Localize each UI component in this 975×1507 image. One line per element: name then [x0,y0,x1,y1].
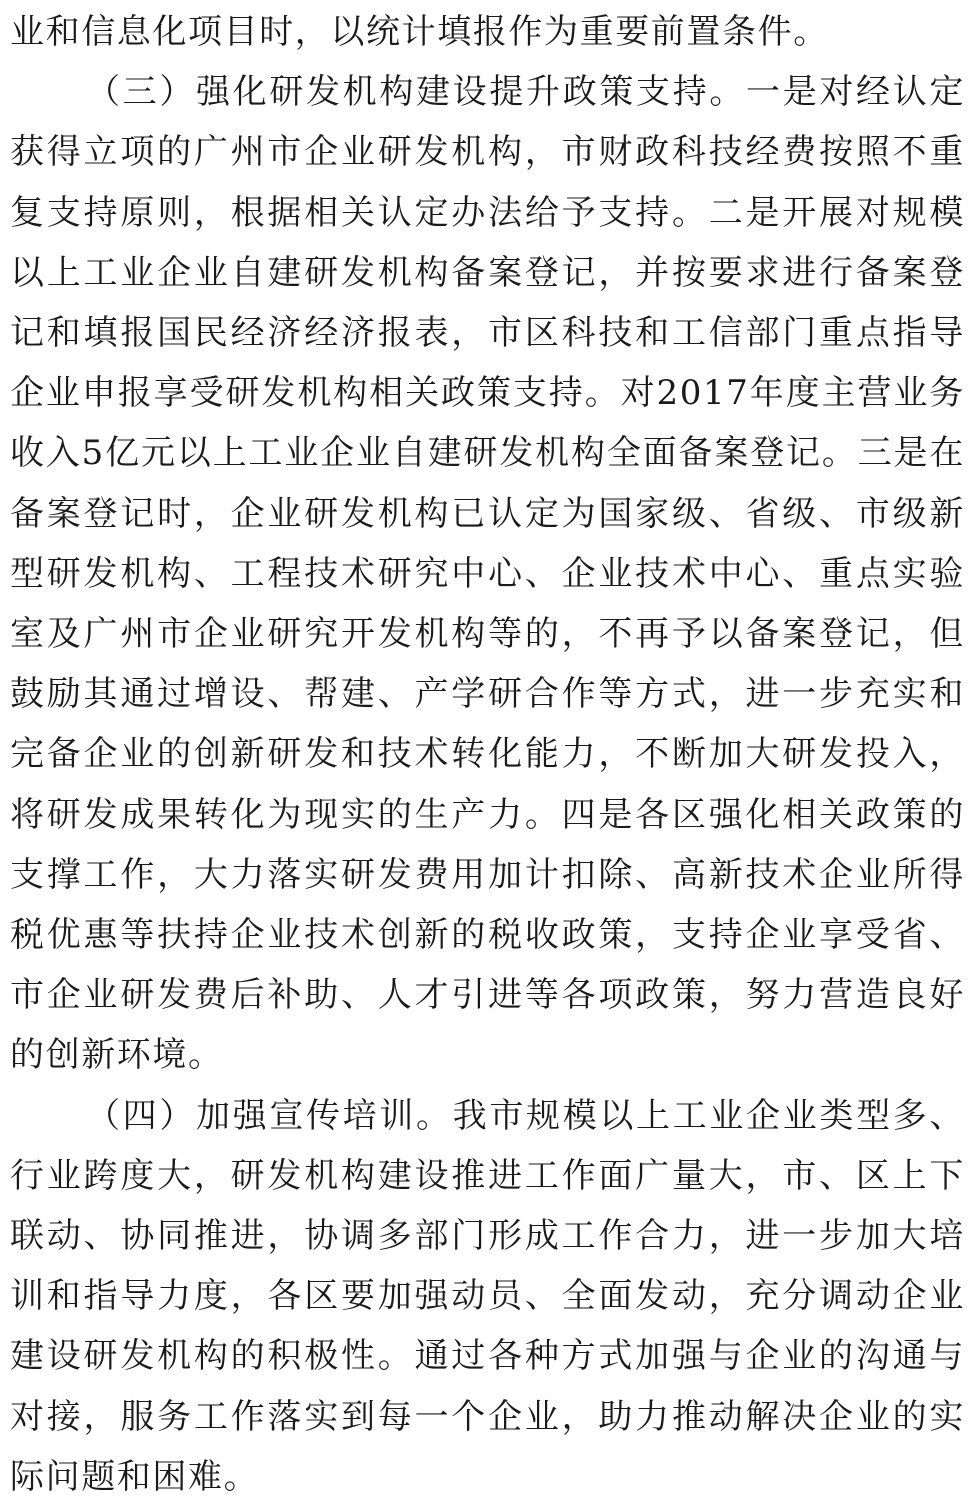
paragraph-section-4 [10,1086,965,1507]
section-heading: （三）强化研发机构建设提升政策支持。 [86,72,747,113]
paragraph-continuation [10,2,965,62]
section-heading: （四）加强宣传培训。 [86,1095,453,1136]
paragraph-text: 一是对经认定获得立项的广州市企业研发机构，市财政科技经费按照不重复支持原则，根据相关认定办法给予支持。二是开展对规模以上工业企业自建研发机构备案登记，并按要求进行备案登记和填报国民经济经济报表，市区科技和工信部门重点指导企业申报享受研发机构相关政策支持。对2017年度主营业务收入5亿元以上工业企业自建研发机构全面备案登记。三是在备案登记时，企业研发机构已认定为国家级、省级、市级新型研发机构、工程技术研究中心、企业技术中心、重点实验室及广州市企业研究开发机构等的，不再予以备案登记，但鼓励其通过增设、帮建、产学研合作等方式，进一步充实和完备企业的创新研发和技术转化能力，不断加大研发投入，将研发成果转化为现实的生产力。四是各区强化相关政策的支撑工作，大力落实研发费用加计扣除、高新技术企业所得税优惠等扶持企业技术创新的税收政策，支持企业享受省、市企业研发费后补助、人才引进等各项政策，努力营造良好的创新环境。 [10,72,965,1076]
paragraph-text: 我市规模以上工业企业类型多、行业跨度大，研发机构建设推进工作面广量大，市、区上下联动、协同推进，协调多部门形成工作合力，进一步加大培训和指导力度，各区要加强动员、全面发动，充分调动企业建设研发机构的积极性。通过各种方式加强与企业的沟通与对接，服务工作落实到每一个企业，助力推动解决企业的实际问题和困难。 [10,1095,966,1497]
paragraph-section-3 [10,62,965,1085]
paragraph-text: 业和信息化项目时，以统计填报作为重要前置条件。 [10,12,829,52]
